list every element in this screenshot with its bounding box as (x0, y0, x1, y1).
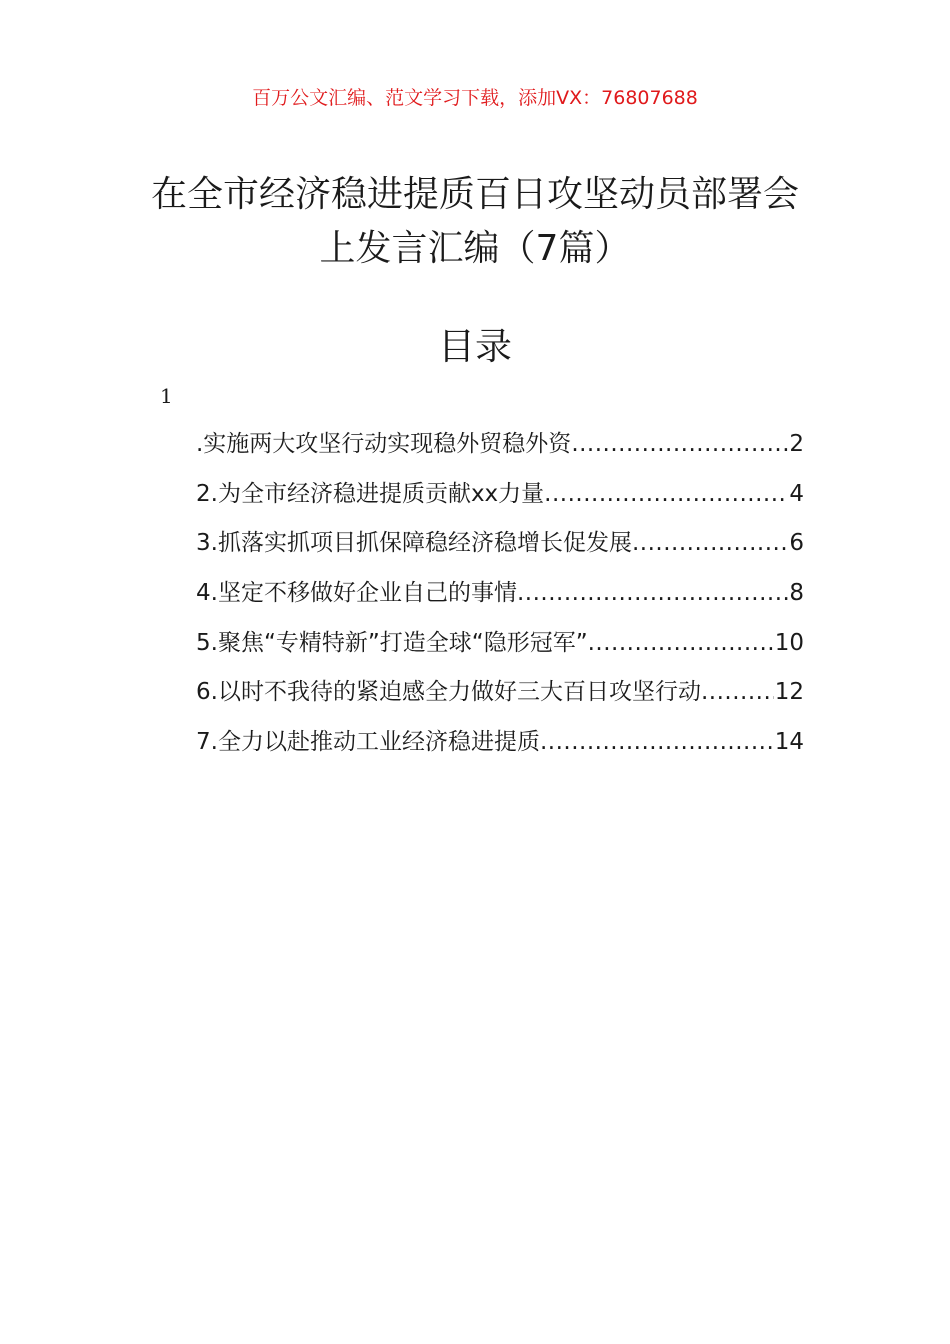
toc-page-number: 14 (774, 729, 804, 756)
table-of-contents (196, 424, 804, 772)
toc-dot-leader (632, 523, 788, 563)
toc-entry-5[interactable] (196, 623, 804, 673)
toc-entry-label: 5.聚焦“专精特新”打造全球“隐形冠军” (196, 629, 588, 656)
toc-entry-4[interactable] (196, 573, 804, 623)
toc-dot-leader (517, 573, 788, 613)
toc-entry-1[interactable] (196, 424, 804, 474)
toc-dot-leader (544, 474, 788, 514)
toc-entry-7[interactable] (196, 722, 804, 772)
toc-entry-label: 4.坚定不移做好企业自己的事情 (196, 580, 517, 607)
toc-dot-leader (701, 672, 774, 712)
toc-entry-label: .实施两大攻坚行动实现稳外贸稳外资 (196, 431, 572, 457)
toc-page-number: 12 (774, 679, 804, 706)
toc-entry-6[interactable] (196, 672, 804, 722)
stray-number: 1 (160, 384, 173, 408)
toc-page-number: 2 (789, 431, 804, 457)
toc-page-number: 6 (789, 530, 804, 557)
toc-entry-label: 6.以时不我待的紧迫感全力做好三大百日攻坚行动 (196, 679, 701, 706)
document-title (120, 168, 830, 276)
toc-page-number: 4 (789, 480, 804, 507)
toc-heading: 目录 (438, 325, 512, 368)
title-line-1: 在全市经济稳进提质百日攻坚动员部署会 (150, 174, 799, 215)
toc-entry-3[interactable] (196, 523, 804, 573)
toc-page-number: 8 (789, 580, 804, 607)
toc-entry-2[interactable] (196, 474, 804, 524)
toc-page-number: 10 (774, 629, 804, 656)
toc-dot-leader (571, 424, 788, 464)
toc-entry-label: 7.全力以赴推动工业经济稳进提质 (196, 729, 540, 756)
watermark-banner: 百万公文汇编、范文学习下载，添加VX：76807688 (252, 87, 698, 109)
toc-entry-label: 3.抓落实抓项目抓保障稳经济稳增长促发展 (196, 530, 632, 557)
toc-entry-label: 2.为全市经济稳进提质贡献xx力量 (196, 480, 545, 507)
title-line-2: 上发言汇编（7篇） (319, 228, 631, 269)
toc-dot-leader (588, 623, 774, 663)
toc-dot-leader (540, 722, 774, 762)
